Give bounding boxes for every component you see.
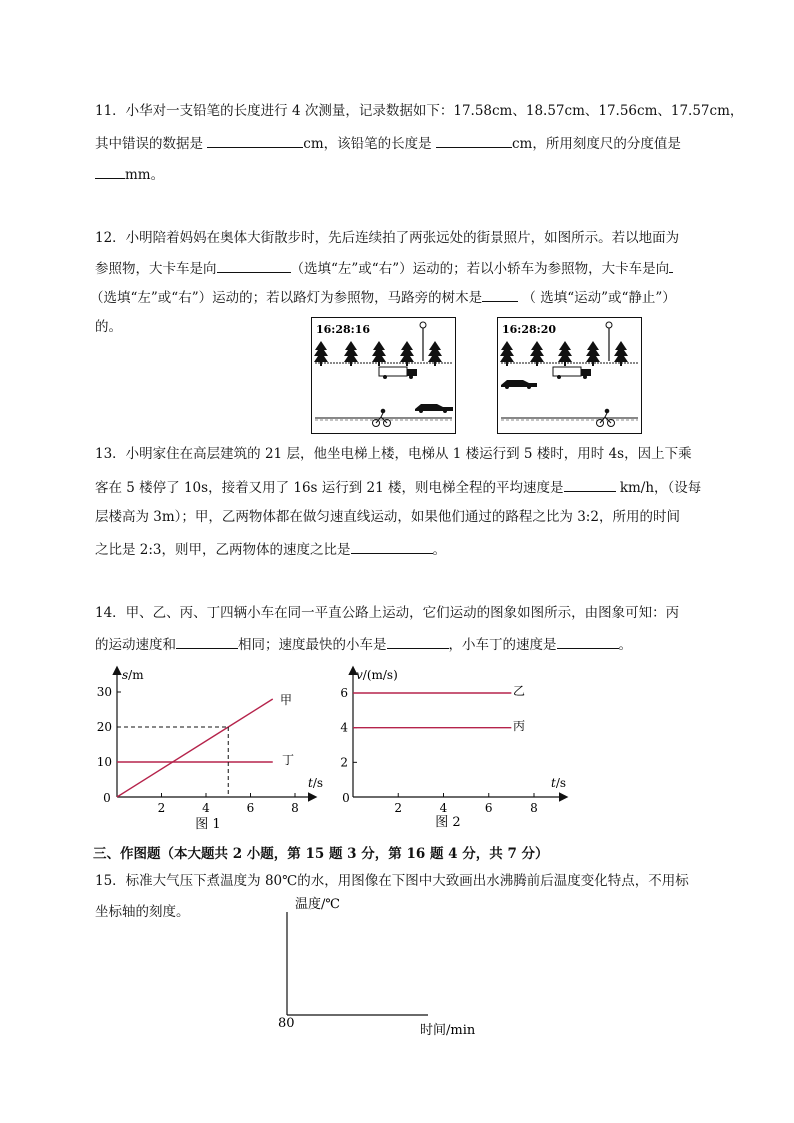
q13-line4 <box>95 539 446 559</box>
figure-1-chart <box>90 660 330 835</box>
section-3-heading <box>93 845 549 863</box>
y-axis-var: v <box>356 668 363 682</box>
q11-text: cm，所用刻度尺的分度值是 <box>511 136 681 152</box>
q12-line1 <box>95 229 679 247</box>
q11-line2 <box>95 133 681 153</box>
x-tick-label: 4 <box>202 801 210 815</box>
q11-line3 <box>95 164 164 184</box>
x-axis-label: 时间/min <box>420 1023 476 1038</box>
answer-blank[interactable] <box>217 258 291 273</box>
q12-line4 <box>95 318 122 336</box>
y-tick-label: 20 <box>96 720 112 734</box>
street-photo-1 <box>311 317 456 434</box>
x-tick-label: 2 <box>394 801 403 815</box>
x-axis-unit: /s <box>312 776 324 790</box>
y-axis-label: 温度/℃ <box>295 897 340 912</box>
q12-text: 参照物，大卡车是向 <box>95 261 217 277</box>
series-label-yi: 乙 <box>513 684 526 698</box>
series-label-bing: 丙 <box>513 719 526 733</box>
series-label-ding: 丁 <box>282 753 295 767</box>
x-tick-label: 6 <box>484 801 493 815</box>
answer-blank[interactable] <box>482 287 518 302</box>
y-tick-label: 6 <box>340 686 348 700</box>
q12-line2 <box>95 258 673 278</box>
section-heading-text: 三、作图题（本大题共 2 小题，第 15 题 3 分，第 16 题 4 分，共 7 分） <box>93 846 549 862</box>
answer-blank[interactable] <box>557 634 619 649</box>
temperature-axes <box>270 890 500 1040</box>
origin-label: 0 <box>103 791 111 805</box>
q12-text: （选填“左”或“右”）运动的；若以路灯为参照物，马路旁的树木是 <box>90 290 483 306</box>
q12-text: （选填“左”或“右”）运动的；若以小轿车为参照物，大卡车是向 <box>290 261 670 277</box>
answer-blank[interactable] <box>176 634 238 649</box>
y-axis-label <box>356 668 398 682</box>
q13-text: 层楼高为 3m）；甲，乙两物体都在做匀速直线运动，如果他们通过的路程之比为 3:2，所用的时间 <box>95 509 680 525</box>
q13-text: 。 <box>432 542 447 558</box>
q13-line3 <box>95 508 680 526</box>
figure-2-chart <box>330 660 580 835</box>
answer-blank[interactable] <box>436 133 512 148</box>
x-axis-label <box>551 776 566 790</box>
y-axis-unit: /(m/s) <box>362 668 398 682</box>
q15-text: 坐标轴的刻度。 <box>95 904 190 920</box>
answer-blank[interactable] <box>207 133 303 148</box>
y-tick-label: 30 <box>96 685 112 699</box>
q14-text: 相同；速度最快的小车是 <box>238 637 387 653</box>
x-axis-var: t <box>308 776 313 790</box>
q12-text: 的。 <box>95 319 122 335</box>
y-axis-label <box>122 668 144 682</box>
x-tick-label: 6 <box>246 801 255 815</box>
y-tick-label: 10 <box>96 755 112 769</box>
y-tick-label: 4 <box>340 720 348 735</box>
q14-line1 <box>95 604 679 622</box>
q15-line2 <box>95 903 190 921</box>
q11-text: 11．小华对一支铅笔的长度进行 4 次测量，记录数据如下：17.58cm、18.57cm、17.56cm、17.57cm， <box>95 103 744 119</box>
y-axis-unit: /m <box>128 668 144 682</box>
q12-text: （ 选填“运动”或“静止”） <box>522 290 676 306</box>
series-line-甲 <box>117 699 273 797</box>
y-tick-label: 2 <box>340 755 348 770</box>
street-photo-2 <box>497 317 642 434</box>
q13-text: km/h，（设每 <box>615 480 702 496</box>
photo-timestamp: 16:28:16 <box>316 323 371 336</box>
x-axis-var: t <box>551 776 556 790</box>
x-tick-label: 8 <box>291 801 299 815</box>
q11-text: mm。 <box>125 167 165 183</box>
q13-line1 <box>95 445 692 463</box>
photo-timestamp: 16:28:20 <box>502 323 557 336</box>
x-tick-label: 2 <box>157 801 166 815</box>
q11-text: 其中错误的数据是 <box>95 136 208 152</box>
q13-text: 13．小明家住在高层建筑的 21 层，他坐电梯上楼，电梯从 1 楼运行到 5 楼时，用时 4s，因上下乘 <box>95 446 692 462</box>
q13-text: 客在 5 楼停了 10s，接着又用了 16s 运行到 21 楼，则电梯全程的平均速度是 <box>95 480 564 496</box>
x-axis-unit: /s <box>555 776 567 790</box>
q11-text: cm，该铅笔的长度是 <box>303 136 436 152</box>
q12-line3 <box>90 287 676 307</box>
q12-text: 12．小明陪着妈妈在奥体大街散步时，先后连续拍了两张远处的街景照片，如图所示。若以地面为 <box>95 230 680 246</box>
answer-blank[interactable] <box>95 164 125 179</box>
origin-label: 0 <box>342 791 350 805</box>
x-axis-label <box>308 776 323 790</box>
figure-caption: 图 1 <box>195 817 221 832</box>
q14-line2 <box>95 634 632 654</box>
answer-blank[interactable] <box>351 539 433 554</box>
figure-caption: 图 2 <box>435 815 461 830</box>
q15-text: 15．标准大气压下煮温度为 80℃的水，用图像在下图中大致画出水沸腾前后温度变化特点，不用标 <box>95 873 689 889</box>
q14-text: 的运动速度和 <box>95 637 176 653</box>
q15-line1 <box>95 872 689 890</box>
q11-line1 <box>95 102 743 120</box>
q13-line2 <box>95 477 701 497</box>
series-label-jia: 甲 <box>280 693 293 707</box>
q14-text: 。 <box>618 637 632 653</box>
q14-text: 14．甲、乙、丙、丁四辆小车在同一平直公路上运动，它们运动的图象如图所示，由图象可知：丙 <box>95 605 680 621</box>
x-tick-label: 8 <box>530 801 538 815</box>
origin-label: 80 <box>278 1016 295 1031</box>
q13-text: 之比是 2:3，则甲，乙两物体的速度之比是 <box>95 542 351 558</box>
answer-blank[interactable] <box>669 258 673 273</box>
x-tick-label: 4 <box>439 801 448 815</box>
answer-blank[interactable] <box>387 634 449 649</box>
answer-blank[interactable] <box>564 477 616 492</box>
y-axis-var: s <box>122 668 129 682</box>
q14-text: ，小车丁的速度是 <box>448 637 557 653</box>
